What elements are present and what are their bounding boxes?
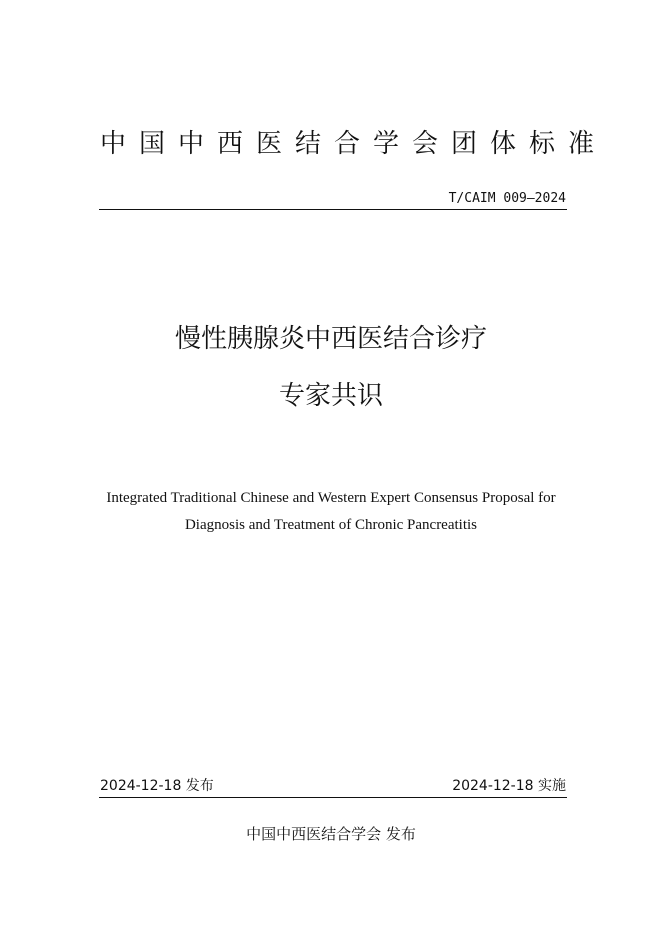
- english-title-line-1: Integrated Traditional Chinese and Western Expert Consensus Proposal for: [106, 490, 556, 506]
- footer-divider: [99, 797, 567, 798]
- issue-date: 2024-12-18 发布: [100, 778, 214, 794]
- chinese-title-line-2: 专家共识: [278, 381, 383, 411]
- organization-standard-header: 中国中西医结合学会团体标准: [100, 129, 608, 159]
- header-divider: [99, 209, 567, 210]
- english-title-line-2: Diagnosis and Treatment of Chronic Pancreatitis: [184, 517, 478, 533]
- standard-number: T/CAIM 009—2024: [448, 191, 566, 206]
- chinese-title-line-1: 慢性胰腺炎中西医结合诊疗: [174, 324, 487, 354]
- implementation-date: 2024-12-18 实施: [452, 778, 566, 794]
- publisher-line: 中国中西医结合学会 发布: [246, 825, 416, 843]
